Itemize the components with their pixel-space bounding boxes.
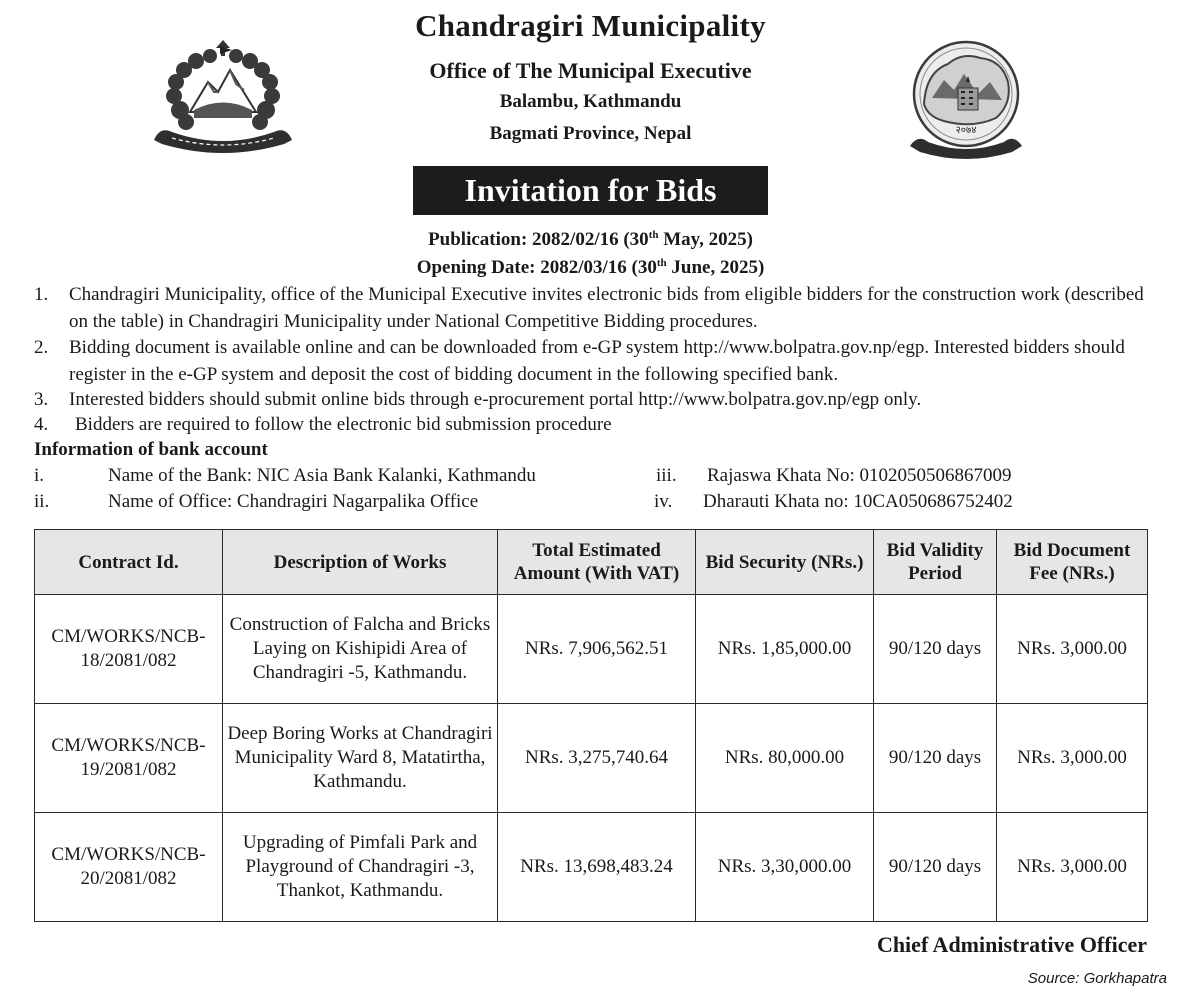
bank-name: Name of the Bank: NIC Asia Bank Kalanki, Kathmandu [108, 465, 536, 486]
column-header: Description of Works [223, 530, 498, 595]
bank-item-number: i. [34, 465, 45, 486]
municipality-logo-icon [904, 38, 1028, 164]
column-header: Contract Id. [35, 530, 223, 595]
column-header: Bid Document Fee (NRs.) [997, 530, 1148, 595]
bank-item-number: iii. [656, 465, 677, 486]
work-description: Construction of Falcha and Bricks Laying on Kishipidi Area of Chandragiri -5, Kathmandu. [223, 595, 498, 704]
column-header: Bid Security (NRs.) [696, 530, 874, 595]
bids-table [34, 529, 1148, 922]
notice-paragraph-2: 2. Bidding document is available online and can be downloaded from e-GP system http://www.bolpatra.gov.np/egp. Interested bidders should register in the e-GP system and deposit the cost of bidding document in the following specified bank. [34, 337, 1125, 385]
bank-item-number: iv. [654, 491, 673, 512]
document-fee: NRs. 3,000.00 [997, 813, 1148, 922]
rajaswa-account-number: Rajaswa Khata No: 0102050506867009 [707, 465, 1012, 486]
source-credit: Source: Gorkhapatra [1027, 970, 1167, 987]
bid-security: NRs. 80,000.00 [696, 704, 874, 813]
contract-id: CM/WORKS/NCB-20/2081/082 [35, 813, 223, 922]
column-header: Bid Validity Period [874, 530, 997, 595]
table-row [35, 704, 1148, 813]
estimated-amount: NRs. 13,698,483.24 [498, 813, 696, 922]
address-line-1: Balambu, Kathmandu [499, 91, 682, 112]
document-fee: NRs. 3,000.00 [997, 704, 1148, 813]
notice-paragraph-1: 1. Chandragiri Municipality, office of the Municipal Executive invites electronic bids from eligible bidders for the construction work (described on the table) in Chandragiri Municipality under National Competitive Bidding procedures. [34, 284, 1144, 332]
seal-year-text: २०७४ [955, 125, 977, 136]
table-row [35, 595, 1148, 704]
signatory-title: Chief Administrative Officer [876, 932, 1147, 957]
dharauti-account-number: Dharauti Khata no: 10CA050686752402 [703, 491, 1013, 512]
opening-date: Opening Date: 2082/03/16 (30th June, 2025) [416, 257, 765, 278]
bid-validity: 90/120 days [874, 704, 997, 813]
bid-validity: 90/120 days [874, 813, 997, 922]
notice-paragraph-3: 3. Interested bidders should submit online bids through e-procurement portal http://www.bolpatra.gov.np/egp only. [34, 389, 922, 410]
bank-info-heading: Information of bank account [34, 439, 268, 460]
work-description: Upgrading of Pimfali Park and Playground of Chandragiri -3, Thankot, Kathmandu. [223, 813, 498, 922]
bid-security: NRs. 3,30,000.00 [696, 813, 874, 922]
contract-id: CM/WORKS/NCB-18/2081/082 [35, 595, 223, 704]
office-name: Office of The Municipal Executive [429, 58, 752, 83]
notice-paragraph-4: 4. Bidders are required to follow the electronic bid submission procedure [34, 414, 612, 435]
publication-date: Publication: 2082/02/16 (30th May, 2025) [428, 229, 753, 250]
table-header-row [35, 530, 1148, 595]
municipality-title: Chandragiri Municipality [415, 8, 766, 43]
bid-security: NRs. 1,85,000.00 [696, 595, 874, 704]
bank-item-number: ii. [34, 491, 50, 512]
estimated-amount: NRs. 3,275,740.64 [498, 704, 696, 813]
work-description: Deep Boring Works at Chandragiri Municipality Ward 8, Matatirtha, Kathmandu. [223, 704, 498, 813]
address-line-2: Bagmati Province, Nepal [489, 123, 692, 144]
column-header: Total Estimated Amount (With VAT) [498, 530, 696, 595]
bid-validity: 90/120 days [874, 595, 997, 704]
contract-id: CM/WORKS/NCB-19/2081/082 [35, 704, 223, 813]
invitation-banner: Invitation for Bids [413, 166, 768, 215]
table-row [35, 813, 1148, 922]
document-fee: NRs. 3,000.00 [997, 595, 1148, 704]
office-account-name: Name of Office: Chandragiri Nagarpalika Office [108, 491, 479, 512]
estimated-amount: NRs. 7,906,562.51 [498, 595, 696, 704]
